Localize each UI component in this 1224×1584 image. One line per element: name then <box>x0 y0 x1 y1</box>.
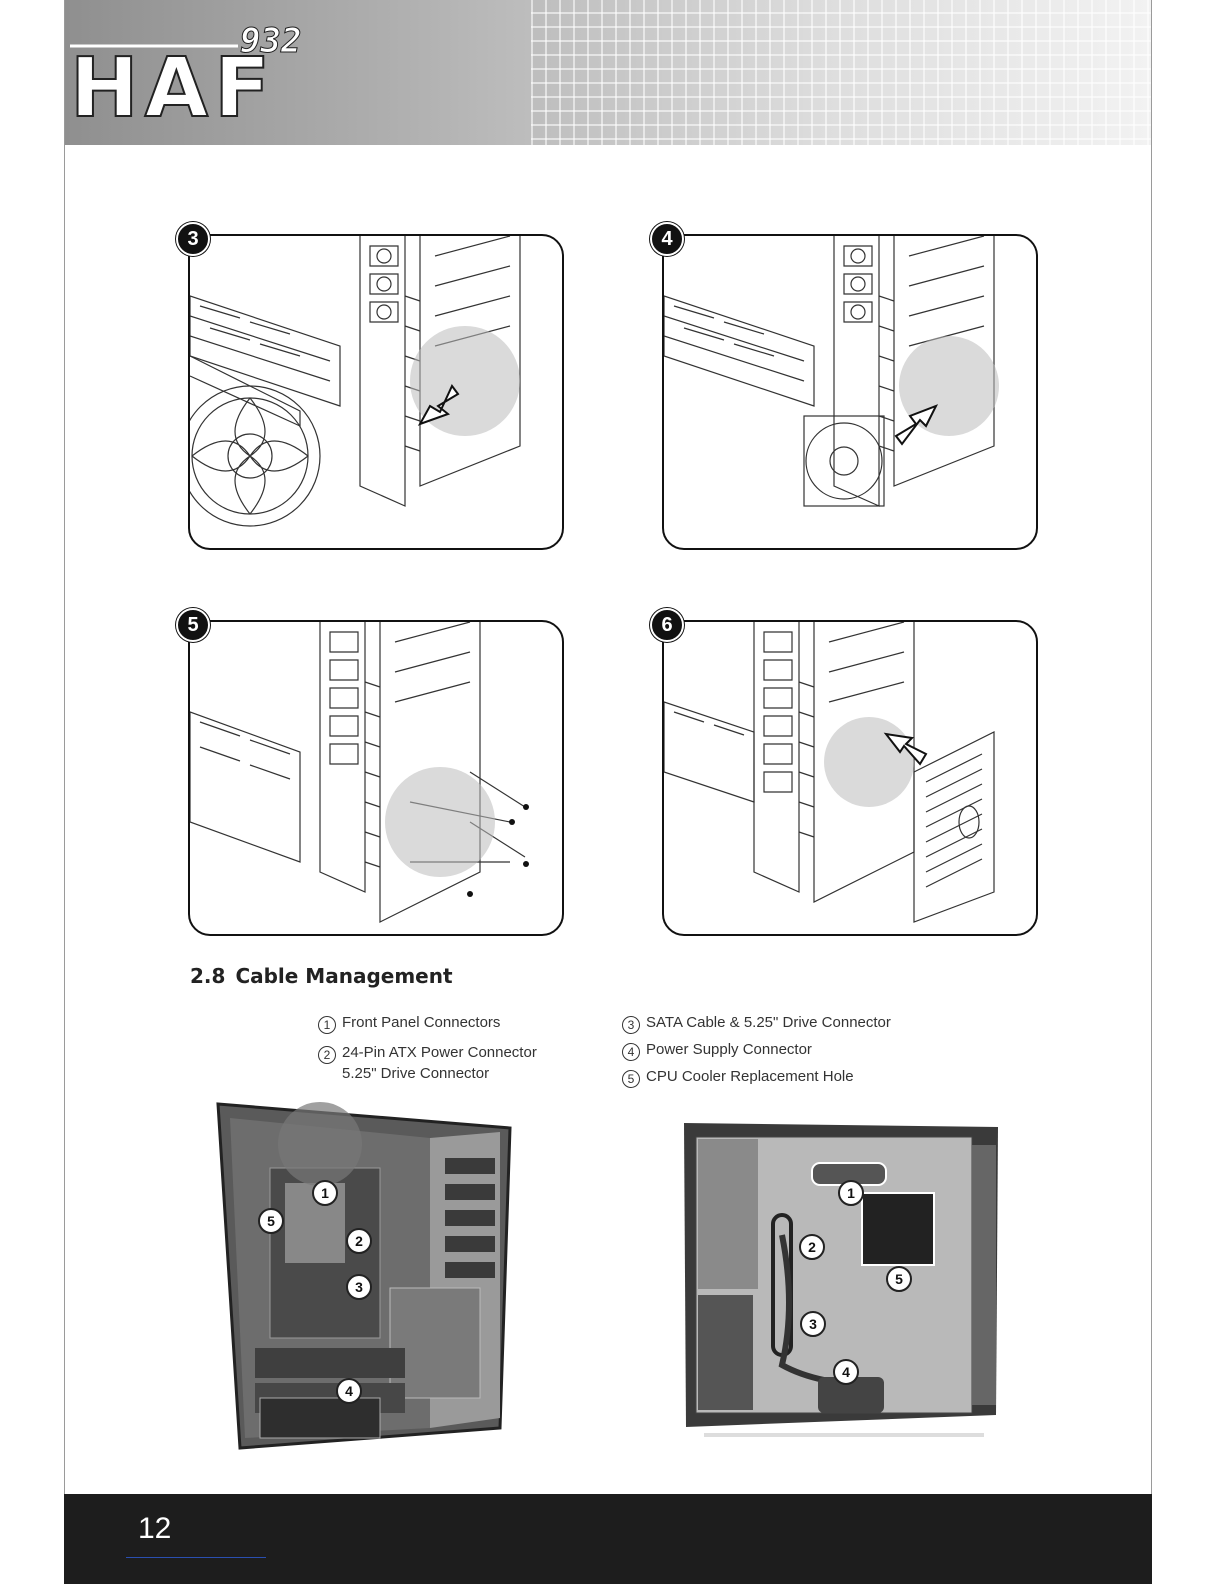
section-number: 2.8 <box>190 964 226 988</box>
legend-text-2-cont: 5.25" Drive Connector <box>342 1065 490 1082</box>
left-callout-4: 4 <box>336 1378 362 1404</box>
step-4-illustration <box>662 234 1038 550</box>
legend-number-1: 1 <box>318 1016 336 1034</box>
legend-text-5: CPU Cooler Replacement Hole <box>646 1068 854 1085</box>
right-callout-3: 3 <box>800 1311 826 1337</box>
step-badge-6: 6 <box>650 608 684 642</box>
footer-link-line <box>126 1557 266 1558</box>
case-interior-photo <box>200 1098 530 1454</box>
legend-text-2: 24-Pin ATX Power Connector <box>342 1044 537 1061</box>
step-badge-5: 5 <box>176 608 210 642</box>
haf-logo <box>70 18 370 128</box>
right-callout-1: 1 <box>838 1180 864 1206</box>
step-badge-4: 4 <box>650 222 684 256</box>
right-callout-2: 2 <box>799 1234 825 1260</box>
legend-item-5 <box>622 1067 854 1088</box>
legend-item-3 <box>622 1013 891 1034</box>
logo-model-text: 932 <box>240 21 302 61</box>
left-callout-3: 3 <box>346 1274 372 1300</box>
legend-item-1 <box>318 1013 500 1034</box>
left-callout-2: 2 <box>346 1228 372 1254</box>
step-badge-3: 3 <box>176 222 210 256</box>
header-grid-pattern <box>531 0 1151 145</box>
case-back-panel-photo <box>678 1115 1004 1455</box>
legend-number-4: 4 <box>622 1043 640 1061</box>
legend-text-4: Power Supply Connector <box>646 1041 812 1058</box>
legend-text-1: Front Panel Connectors <box>342 1014 501 1031</box>
legend-number-5: 5 <box>622 1070 640 1088</box>
footer-band <box>64 1494 1152 1584</box>
logo-name-text: HAF <box>70 41 277 128</box>
legend-text-3: SATA Cable & 5.25" Drive Connector <box>646 1014 891 1031</box>
step-5-illustration <box>188 620 564 936</box>
right-callout-4: 4 <box>833 1359 859 1385</box>
page-number: 12 <box>138 1512 172 1545</box>
legend-item-4 <box>622 1040 812 1061</box>
left-callout-1: 1 <box>312 1180 338 1206</box>
right-callout-5: 5 <box>886 1266 912 1292</box>
left-callout-5: 5 <box>258 1208 284 1234</box>
legend-number-3: 3 <box>622 1016 640 1034</box>
section-title-text: Cable Management <box>235 964 453 988</box>
step-6-illustration <box>662 620 1038 936</box>
step-3-illustration <box>188 234 564 550</box>
legend-item-2 <box>318 1043 537 1084</box>
section-title <box>190 964 453 988</box>
legend-number-2: 2 <box>318 1046 336 1064</box>
